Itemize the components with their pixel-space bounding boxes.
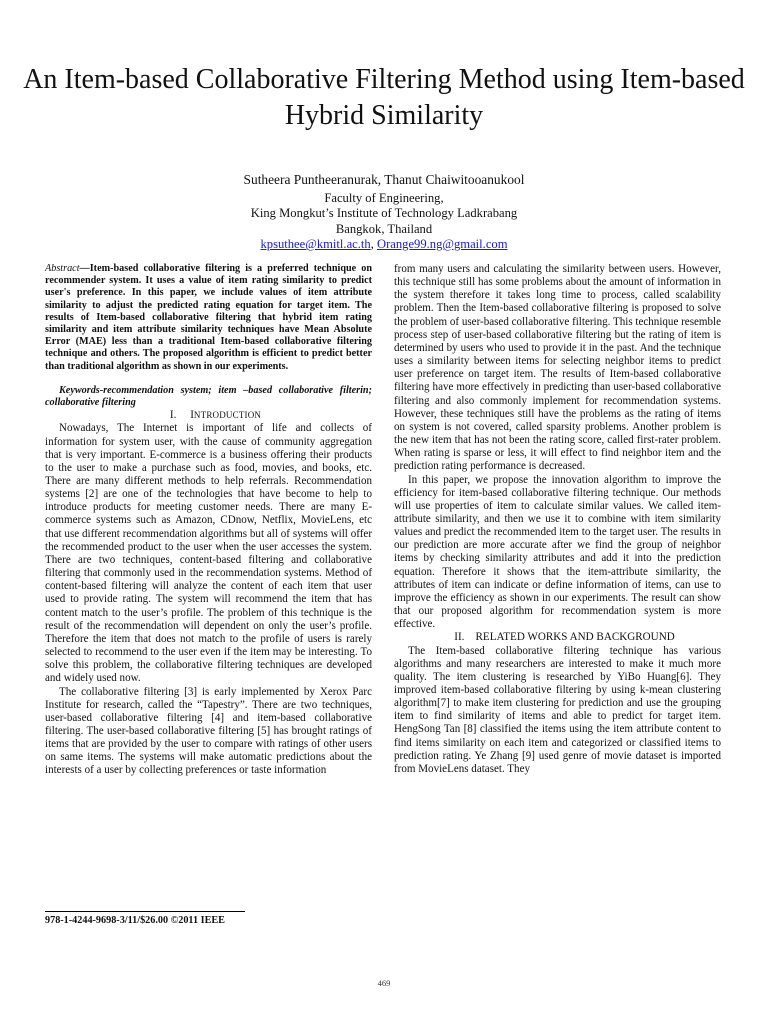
right-column [394,263,721,776]
section-number: I. [169,409,177,422]
section-title-initial: I [190,409,194,422]
abstract-text: —Item-based collaborative filtering is a preferred technique on recommender system. It uses a value of item rating similarity to predict user's preference. In this paper, we include values of item attribute similarity to adjust the predicted rating equation for target item. The results of Item-based collaborative filtering that hybrid item rating similarity and item attribute similarity techniques have Mean Absolute Error (MAE) less than a traditional Item-based collaborative filtering technique and others. The proposed algorithm is efficient to predict better than traditional algorithm as shown in our experiments. [45,263,372,372]
section-title-rest: NTRODUCTION [193,410,262,421]
related-paragraph-1: The Item-based collaborative filtering technique has various algorithms and many researchers are interested to make it much more quality. The item clustering is researched by YiBo Huang[6]. They improved item-based collaborative filtering by using k-mean clustering algorithm[7] to make item clustering for prediction and use the grouping item to find similarity of items and able to predict for target item. HengSong Tan [8] classified the items using the item attribute content to find items similarity on each item and categorized or classified items to prediction rating. Ye Zhang [9] used genre of movie dataset is imported from MovieLens dataset. They [394,644,721,775]
affiliation-city: Bangkok, Thailand [335,221,433,236]
author-block [0,172,768,253]
author-emails [0,237,768,253]
page-number: 469 [377,978,391,988]
intro-paragraph-4: In this paper, we propose the innovation algorithm to improve the efficiency for item-based collaborative filtering technique. Our methods will use properties of item to calculate similar values. We called item-attribute similarity, and then we use it to combine with item similarity values and predict the recommended item to the target user. The results in our prediction are more accurate after we find the group of neighbor items by checking similarity attributes and add it into the prediction equation. Therefore it shows that the item-attribute similarity, the attributes of item can indicate or define information of items, can use to improve the efficiency as shown in our experiments. The result can show that our proposed algorithm for recommendation system is more effective. [394,473,721,631]
abstract-label: Abstract [45,263,80,274]
intro-paragraph-1: Nowadays, The Internet is important of life and collects of information for system user, with the cause of community aggregation that is very important. E-commerce is a business offering their products to the user to make a purchase such as food, movies, and books, etc. There are many different methods to help referrals. Recommendation systems [2] are one of the technologies that have become to help to introduce products for meeting customer needs. There are many E-commerce systems such as Amazon, CDnow, Netflix, MovieLens, etc that use different recommendation algorithms but all of systems will offer the recommended product to the user when the user accesses the system. There are two techniques, content-based filtering and collaborative filtering that commonly used in the recommendation systems. Method of content-based filtering will analyze the content of each item that user used to provide rating. The system will recommend the item that has content match to the user’s profile. The problem of this technique is the result of the recommendation will dependent on only the user’s profile. Therefore the item that does not match to the profile of users is rarely selected to recommend to the user even if the item may be interesting. To solve this problem, the collaborative filtering techniques are developed and widely used now. [45,422,372,685]
section-heading-introduction [45,409,372,422]
intro-paragraph-3: from many users and calculating the similarity between users. However, this technique still has some problems about the amount of information in the system therefore it takes long time to process, called scalability problem. Then the Item-based collaborative filtering is proposed to solve the problem of user-based collaborative filtering. This technique resemble process step of user-based collaborative filtering but the rating of item is determined by users who used to provide it in the past. And the technique uses a similarity between items for selecting neighbor items to predict user preference on target item. The results of Item-based collaborative filtering have more effectively in predicting than user-based collaborative filtering and also commonly implement for recommendation systems. However, these techniques still have the problems as the rating of items on system is not covered, called sparsity problems. Another problem is the new item that has not been the rating score, called first-rater problem. When rating is sparse or less, it will effect to find neighbor item and the prediction rating performance is decreased. [394,263,721,473]
section-heading-related-works [394,631,721,644]
copyright-footer: 978-1-4244-9698-3/11/$26.00 ©2011 IEEE [45,915,225,926]
section-number: II. [454,631,465,644]
affiliation-faculty: Faculty of Engineering, [324,190,444,205]
paper-title: An Item-based Collaborative Filtering Method using Item-based Hybrid Similarity [23,64,745,131]
abstract [45,263,372,373]
email-separator: , [370,237,377,251]
left-column [45,263,372,778]
affiliation-institute: King Mongkut’s Institute of Technology Ladkrabang [250,206,518,220]
section-title: RELATED WORKS AND BACKGROUND [475,631,675,644]
author-names: Sutheera Puntheeranurak, Thanut Chaiwitooanukool [243,172,525,187]
email-link-2[interactable]: Orange99.ng@gmail.com [377,237,508,251]
intro-paragraph-2: The collaborative filtering [3] is early implemented by Xerox Parc Institute for research, called the “Tapestry”. There are two techniques, user-based collaborative filtering [4] and item-based collaborative filtering. The user-based collaborative filtering [5] has brought ratings of items that are provided by the user to compare with ratings of other users on same items. The systems will make automatic predictions about the interests of a user by collecting preferences or taste information [45,685,372,777]
email-link-1[interactable]: kpsuthee@kmitl.ac.th [260,237,371,251]
keywords: Keywords-recommendation system; item –based collaborative filterin; collaborative filtering [45,384,372,409]
footnote-rule [45,911,245,912]
